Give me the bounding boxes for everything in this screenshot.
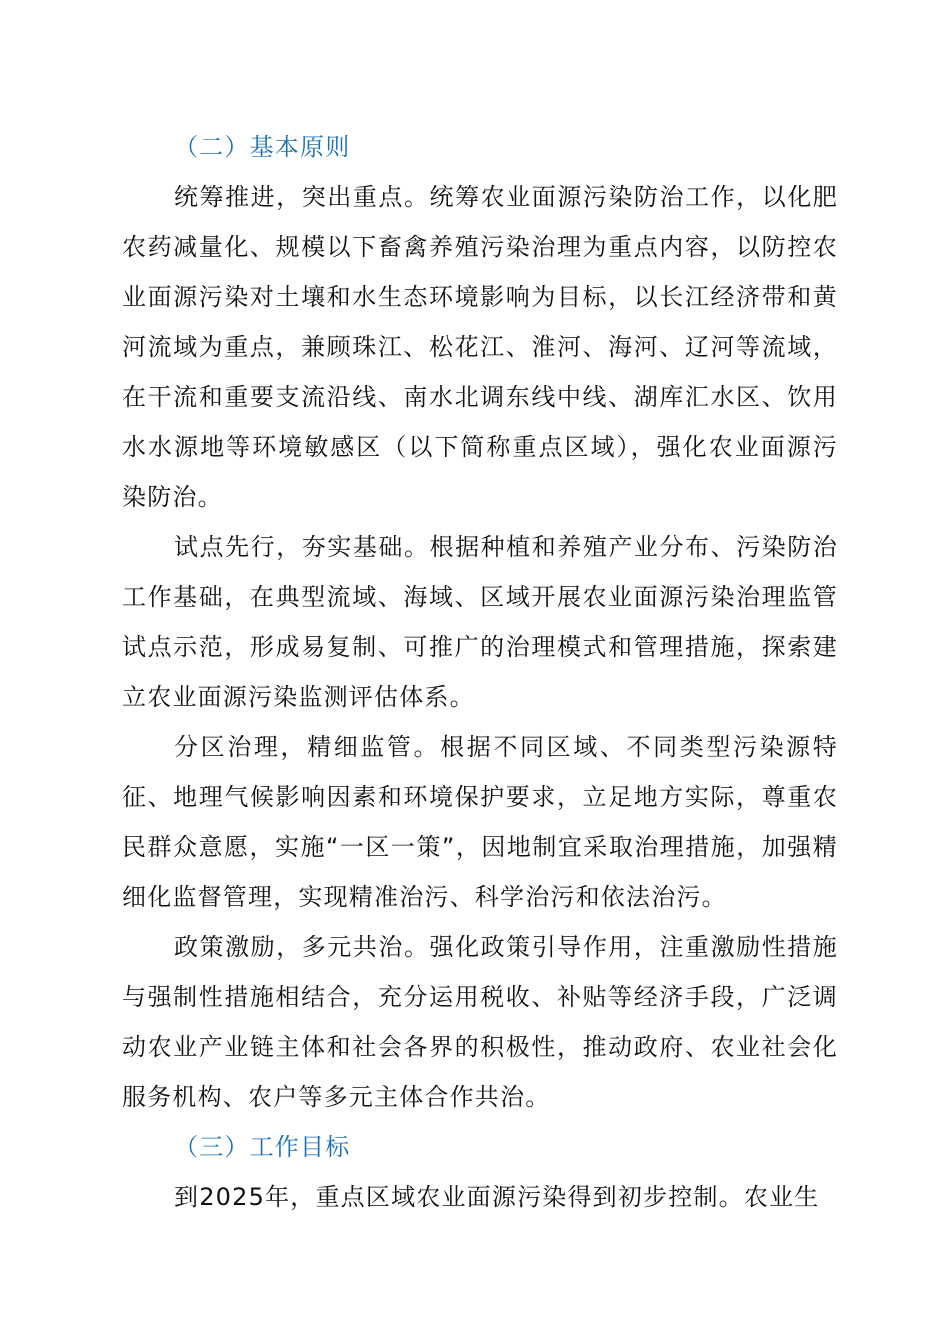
section-heading-goals: （三）工作目标	[174, 1133, 351, 1161]
section-body-goals	[122, 1172, 838, 1222]
paragraph-policy-incentives: 政策激励，多元共治。强化政策引导作用，注重激励性措施与强制性措施相结合，充分运用税收、补贴等经济手段，广泛调动农业产业链主体和社会各界的积极性，推动政府、农业社会化服务机构、农户等多元主体合作共治。	[122, 933, 838, 1111]
paragraph-pilot-first: 试点先行，夯实基础。根据种植和养殖产业分布、污染防治工作基础，在典型流域、海域、区域开展农业面源污染治理监管试点示范，形成易复制、可推广的治理模式和管理措施，探索建立农业面源污染监测评估体系。	[122, 533, 838, 711]
paragraph-overall-planning: 统筹推进，突出重点。统筹农业面源污染防治工作，以化肥农药减量化、规模以下畜禽养殖污染治理为重点内容，以防控农业面源污染对土壤和水生态环境影响为目标，以长江经济带和黄河流域为重点，兼顾珠江、松花江、淮河、海河、辽河等流域，在干流和重要支流沿线、南水北调东线中线、湖库汇水区、饮用水水源地等环境敏感区（以下简称重点区域），强化农业面源污染防治。	[122, 183, 838, 511]
section-body-principles	[122, 172, 838, 1122]
paragraph-zoned-governance: 分区治理，精细监管。根据不同区域、不同类型污染源特征、地理气候影响因素和环境保护要求，立足地方实际，尊重农民群众意愿，实施“一区一策”，因地制宜采取治理措施，加强精细化监督管理，实现精准治污、科学治污和依法治污。	[122, 733, 838, 911]
section-heading-principles: （二）基本原则	[174, 133, 351, 161]
paragraph-goal-2025: 到2025年，重点区域农业面源污染得到初步控制。农业生	[174, 1183, 820, 1211]
